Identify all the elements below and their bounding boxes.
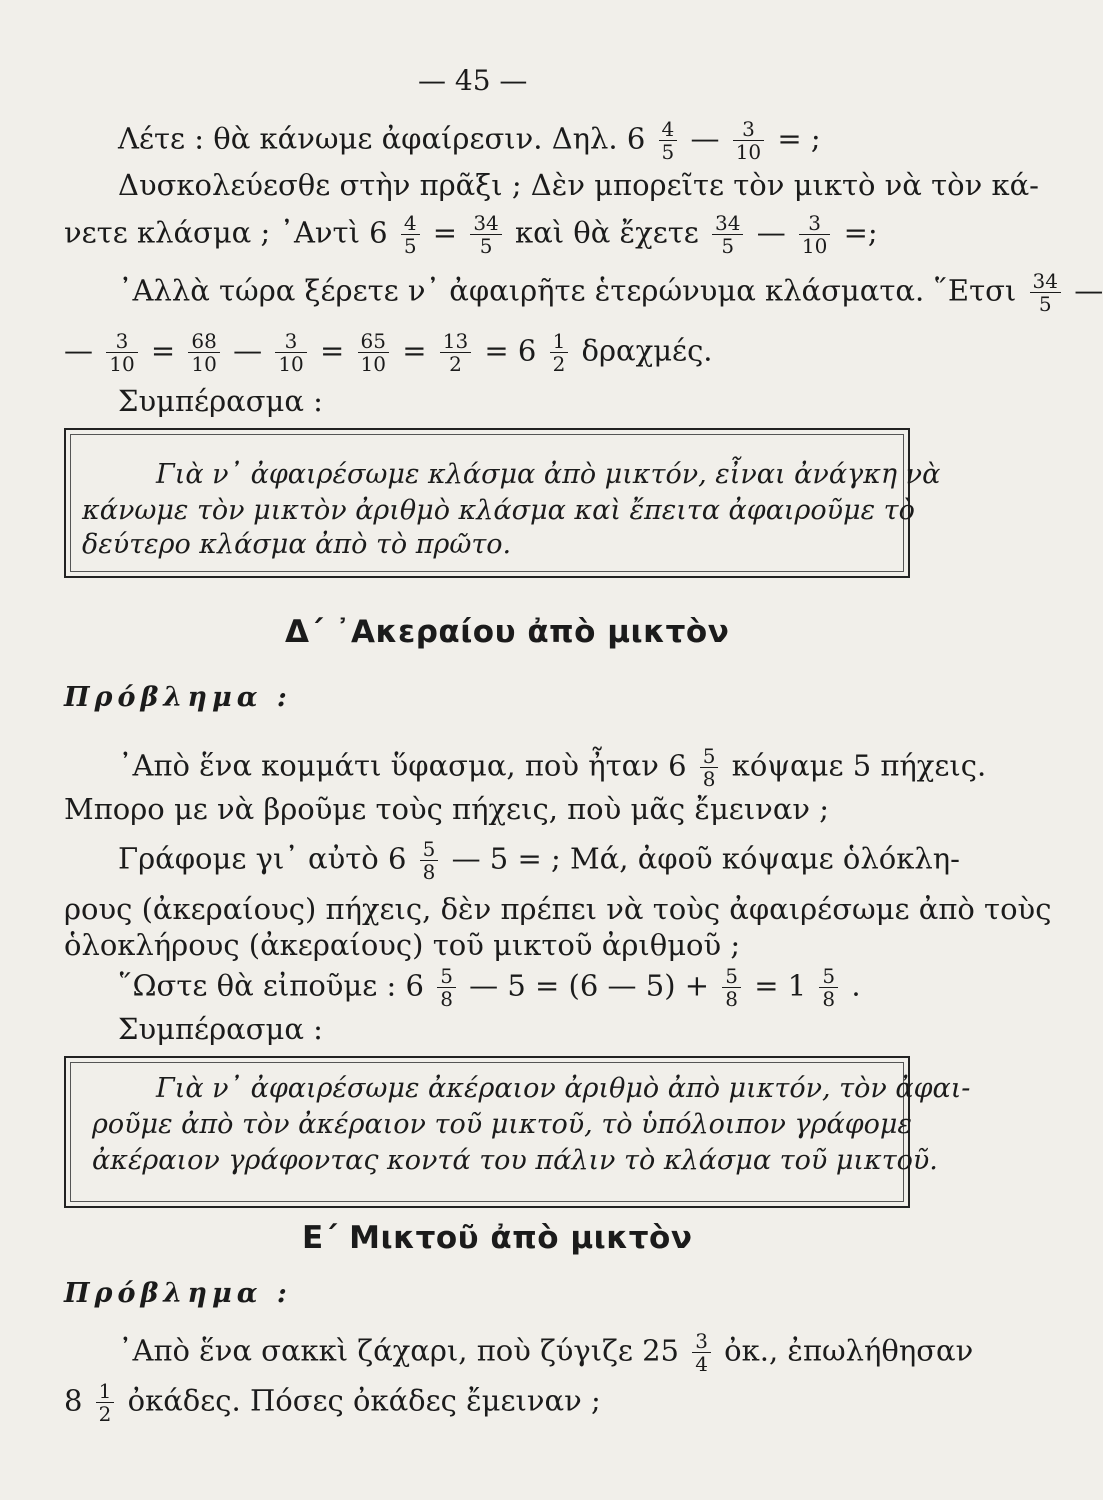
text-line: 8 $\frac{1}{2}$ ὀκάδες. Πόσες ὀκάδες ἔμειναν ; <box>64 1379 601 1426</box>
fraction: $\frac{34}{5}$ <box>470 212 501 257</box>
problem-label: Πρόβλημα : <box>64 682 292 713</box>
fraction: $\frac{4}{5}$ <box>401 212 420 257</box>
rule-line: ἀκέραιον γράφοντας κοντά του πάλιν τὸ κλάσμα τοῦ μικτοῦ. <box>92 1145 938 1176</box>
fraction: $\frac{3}{10}$ <box>733 118 764 163</box>
text-line <box>118 118 821 163</box>
fraction: $\frac{1}{2}$ <box>550 330 569 375</box>
text-line: Γράφομε γι᾿ αὐτὸ 6 $\frac{5}{8}$ — 5 = ; Μά, ἀφοῦ κόψαμε ὁλόκλη- <box>118 837 960 884</box>
fraction: $\frac{3}{10}$ <box>799 212 830 257</box>
rule-line: Γιὰ ν᾿ ἀφαιρέσωμε ἀκέραιον ἀριθμὸ ἀπὸ μικτόν, τὸν ἀφαι- <box>156 1073 971 1104</box>
fraction: $\frac{13}{2}$ <box>440 330 471 375</box>
text-line: ᾿Απὸ ἕνα κομμάτι ὕφασμα, ποὺ ἦταν 6 $\frac{5}{8}$ κόψαμε 5 πήχεις. <box>118 744 987 791</box>
fraction: $\frac{34}{5}$ <box>712 212 743 257</box>
text-line: — $\frac{3}{10}$ = $\frac{68}{10}$ — $\frac{3}{10}$ = $\frac{65}{10}$ = $\frac{13}{2}$ = 6 $\frac{1}{2}$ δραχμές. <box>64 329 713 376</box>
fraction: $\frac{3}{10}$ <box>275 330 306 375</box>
fraction: $\frac{1}{2}$ <box>96 1380 115 1425</box>
fraction: $\frac{3}{4}$ <box>692 1330 711 1375</box>
section-heading: Δ΄ ᾿Ακεραίου ἀπὸ μικτὸν <box>285 614 730 650</box>
fraction: $\frac{65}{10}$ <box>358 330 389 375</box>
fraction: $\frac{5}{8}$ <box>437 965 456 1010</box>
fraction: $\frac{68}{10}$ <box>188 330 219 375</box>
equals-sign: = ; <box>777 121 821 156</box>
fraction: $\frac{5}{8}$ <box>700 745 719 790</box>
fraction: $\frac{34}{5}$ <box>1030 270 1061 315</box>
page-number: — 45 — <box>418 64 528 97</box>
text-line: ῞Ωστε θὰ εἰποῦμε : 6 $\frac{5}{8}$ — 5 = (6 — 5) + $\frac{5}{8}$ = 1 $\frac{5}{8}$ . <box>118 964 861 1011</box>
section-heading: Ε΄ Μικτοῦ ἀπὸ μικτὸν <box>302 1220 693 1256</box>
fraction: $\frac{5}{8}$ <box>819 965 838 1010</box>
conclusion-label: Συμπέρασμα : <box>118 384 323 418</box>
text-line: ὁλοκλήρους (ἀκεραίους) τοῦ μικτοῦ ἀριθμοῦ ; <box>64 928 741 962</box>
rule-line: ροῦμε ἀπὸ τὸν ἀκέραιον τοῦ μικτοῦ, τὸ ὑπόλοιπον γράφομε <box>92 1109 912 1140</box>
fraction: $\frac{5}{8}$ <box>722 965 741 1010</box>
fraction: $\frac{3}{10}$ <box>106 330 137 375</box>
text-line: ᾿Αλλὰ τώρα ξέρετε ν᾿ ἀφαιρῆτε ἑτερώνυμα κλάσματα. ῞Ετσι $\frac{34}{5}$ — <box>118 269 1103 316</box>
fraction: $\frac{5}{8}$ <box>420 838 439 883</box>
fraction: $\frac{4}{5}$ <box>659 118 678 163</box>
line-text: Λέτε : θὰ κάνωμε ἀφαίρεσιν. Δηλ. 6 <box>118 121 646 156</box>
conclusion-label: Συμπέρασμα : <box>118 1012 323 1046</box>
rule-line: Γιὰ ν᾿ ἀφαιρέσωμε κλάσμα ἀπὸ μικτόν, εἶναι ἀνάγκη νὰ <box>156 459 941 490</box>
text-line: ᾿Απὸ ἕνα σακκὶ ζάχαρι, ποὺ ζύγιζε 25 $\frac{3}{4}$ ὀκ., ἐπωλήθησαν <box>118 1329 974 1376</box>
text-line: νετε κλάσμα ; ᾿Αντὶ 6 $\frac{4}{5}$ = $\frac{34}{5}$ καὶ θὰ ἔχετε $\frac{34}{5}$ — $\frac{3}{10}$ =; <box>64 211 878 258</box>
problem-label: Πρόβλημα : <box>64 1278 292 1309</box>
minus-sign: — <box>690 121 720 156</box>
text-line: Δυσκολεύεσθε στὴν πρᾶξι ; Δὲν μπορεῖτε τὸν μικτὸ νὰ τὸν κά- <box>118 168 1039 202</box>
text-line: ρους (ἀκεραίους) πήχεις, δὲν πρέπει νὰ τοὺς ἀφαιρέσωμε ἀπὸ τοὺς <box>64 892 1052 926</box>
text-line: Μπορο με νὰ βροῦμε τοὺς πήχεις, ποὺ μᾶς ἔμειναν ; <box>64 792 830 826</box>
rule-line: δεύτερο κλάσμα ἀπὸ τὸ πρῶτο. <box>82 529 512 560</box>
rule-line: κάνωμε τὸν μικτὸν ἀριθμὸ κλάσμα καὶ ἔπειτα ἀφαιροῦμε τὸ <box>82 495 915 526</box>
